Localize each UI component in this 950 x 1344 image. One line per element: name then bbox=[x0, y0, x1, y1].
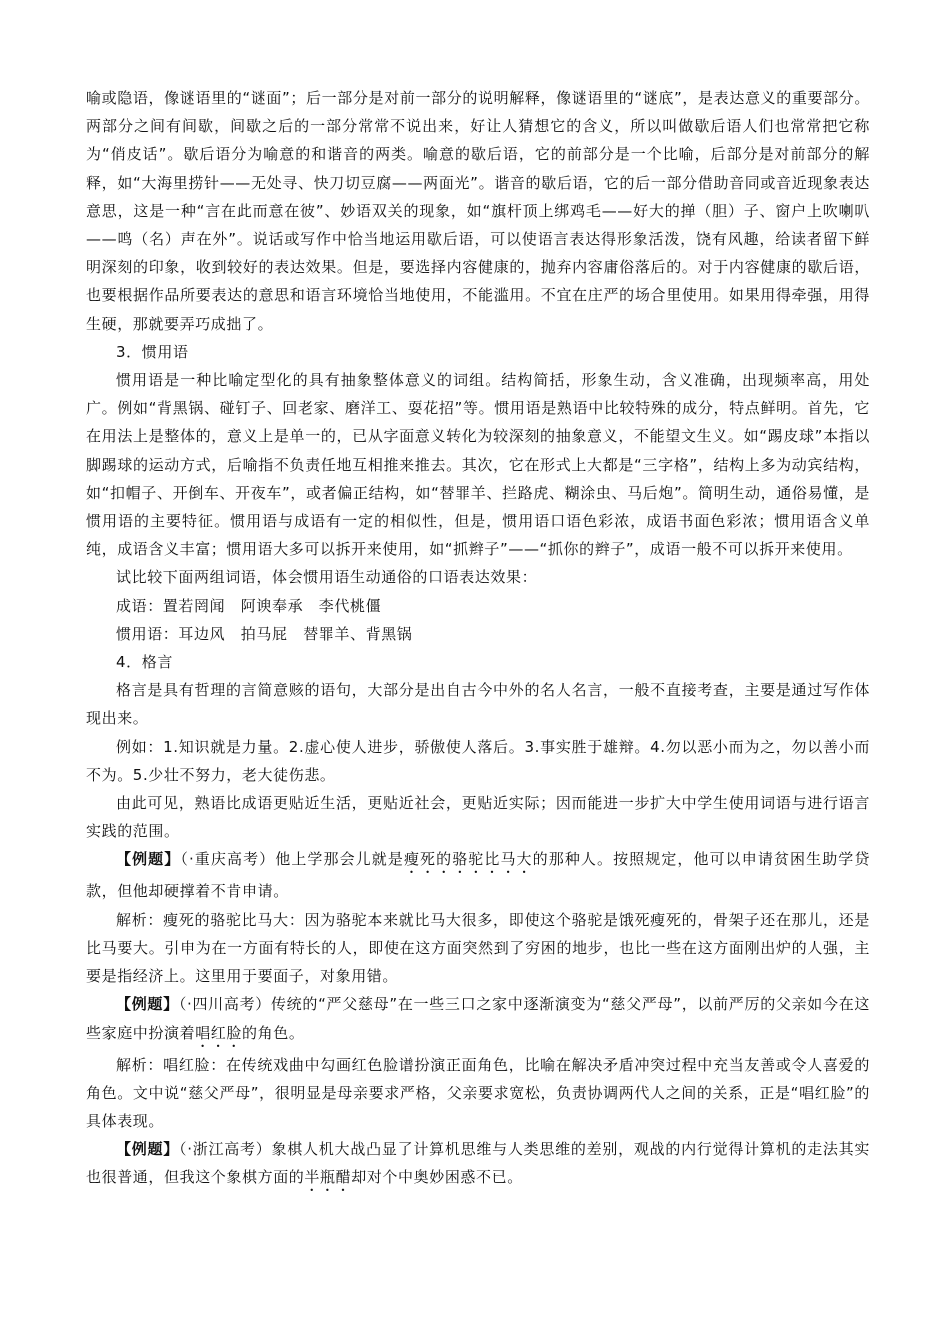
example-label: 【例题】 bbox=[116, 850, 181, 869]
section-3-heading: 3．惯用语 bbox=[116, 342, 189, 361]
intro-paragraph: 喻或隐语，像谜语里的“谜面”；后一部分是对前一部分的说明解释，像谜语里的“谜底”，是表达意义的重要部分。两部分之间有间歇，间歇之后的一部分常常不说出来，好让人猜想它的含义，所以叫做歇后语人们也常常把它称为“俏皮话”。歇后语分为喻意的和谐音的两类。喻意的歇后语，它的前部分是一个比喻，后部分是对前部分的解释，如“大海里捞针——无处寻、快刀切豆腐——两面光”。谐音的歇后语，它的后一部分借助音同或音近现象表达意思，这是一种“言在此而意在彼”、妙语双关的现象，如“旗杆顶上绑鸡毛——好大的掸（胆）子、窗户上吹喇叭——鸣（名）声在外”。说话或写作中恰当地运用歇后语，可以使语言表达得形象活泼，饶有风趣，给读者留下鲜明深刻的印象，收到较好的表达效果。但是，要选择内容健康的，抛弃内容庸俗落后的。对于内容健康的歇后语，也要根据作品所要表达的意思和语言环境恰当地使用，不能滥用。不宜在庄严的场合里使用。如果用得牵强，用得生硬，那就要弄巧成拙了。 bbox=[86, 89, 870, 333]
section-4-heading: 4．格言 bbox=[116, 653, 173, 672]
emphasized-phrase: 瘦死的骆驼比马大 bbox=[403, 850, 533, 869]
section-4-conclusion: 由此可见，熟语比成语更贴近生活，更贴近社会，更贴近实际；因而能进一步扩大中学生使用词语与进行语言实践的范围。 bbox=[86, 794, 870, 841]
section-4-paragraph: 格言是具有哲理的言简意赅的语句，大部分是出自古今中外的名人名言，一般不直接考查，主要是通过写作体现出来。 bbox=[86, 681, 870, 728]
example-label: 【例题】 bbox=[116, 1140, 180, 1159]
example-1: 【例题】（·重庆高考）他上学那会儿就是瘦死的骆驼比马大的那种人。按照规定，他可以申请贫困生助学贷款，但他却硬撑着不肯申请。 bbox=[86, 850, 870, 901]
example-2-analysis: 解析：唱红脸：在传统戏曲中勾画红色脸谱扮演正面角色，比喻在解决矛盾冲突过程中充当友善或令人喜爱的角色。文中说“慈父严母”，很明显是母亲要求严格，父亲要求宽松，负责协调两代人之间的关系，正是“唱红脸”的具体表现。 bbox=[86, 1055, 870, 1130]
document-page bbox=[86, 84, 870, 1195]
emphasized-phrase: 半瓶醋 bbox=[304, 1168, 352, 1187]
example-3: 【例题】（·浙江高考）象棋人机大战凸显了计算机思维与人类思维的差别，观战的内行觉得计算机的走法其实也很普通，但我这个象棋方面的半瓶醋却对个中奥妙困惑不已。 bbox=[86, 1140, 870, 1187]
emphasized-phrase: 唱红脸 bbox=[195, 1023, 243, 1042]
example-2: 【例题】（·四川高考）传统的“严父慈母”在一些三口之家中逐渐演变为“慈父严母”，以前严厉的父亲如今在这些家庭中扮演着唱红脸的角色。 bbox=[86, 995, 870, 1042]
section-4-examples: 例如：1.知识就是力量。2.虚心使人进步，骄傲使人落后。3.事实胜于雄辩。4.勿以恶小而为之，勿以善小而不为。5.少壮不努力，老大徒伤悲。 bbox=[86, 737, 870, 784]
section-3-idioms-line: 成语：置若罔闻 阿谀奉承 李代桃僵 bbox=[116, 596, 382, 615]
section-3-colloquial-line: 惯用语：耳边风 拍马屁 替罪羊、背黑锅 bbox=[116, 624, 413, 643]
example-1-analysis: 解析：瘦死的骆驼比马大：因为骆驼本来就比马大很多，即使这个骆驼是饿死瘦死的，骨架子还在那儿，还是比马要大。引申为在一方面有特长的人，即使在这方面突然到了穷困的地步，也比一些在这方面刚出炉的人强，主要是指经济上。这里用于要面子，对象用错。 bbox=[86, 910, 870, 986]
section-3-compare-prompt: 试比较下面两组词语，体会惯用语生动通俗的口语表达效果： bbox=[116, 568, 538, 587]
section-3-paragraph: 惯用语是一种比喻定型化的具有抽象整体意义的词组。结构简括，形象生动，含义准确，出现频率高，用处广。例如“背黑锅、碰钉子、回老家、磨洋工、耍花招”等。惯用语是熟语中比较特殊的成分，特点鲜明。首先，它在用法上是整体的，意义上是单一的，已从字面意义转化为较深刻的抽象意义，不能望文生义。如“踢皮球”本指以脚踢球的运动方式，后喻指不负责任地互相推来推去。其次，它在形式上大都是“三字格”，结构上多为动宾结构，如“扣帽子、开倒车、开夜车”，或者偏正结构，如“替罪羊、拦路虎、糊涂虫、马后炮”。简明生动，通俗易懂，是惯用语的主要特征。惯用语与成语有一定的相似性，但是，惯用语口语色彩浓，成语书面色彩浓；惯用语含义单纯，成语含义丰富；惯用语大多可以拆开来使用，如“抓辫子”——“抓你的辫子”，成语一般不可以拆开来使用。 bbox=[86, 371, 870, 559]
example-label: 【例题】 bbox=[116, 995, 179, 1014]
